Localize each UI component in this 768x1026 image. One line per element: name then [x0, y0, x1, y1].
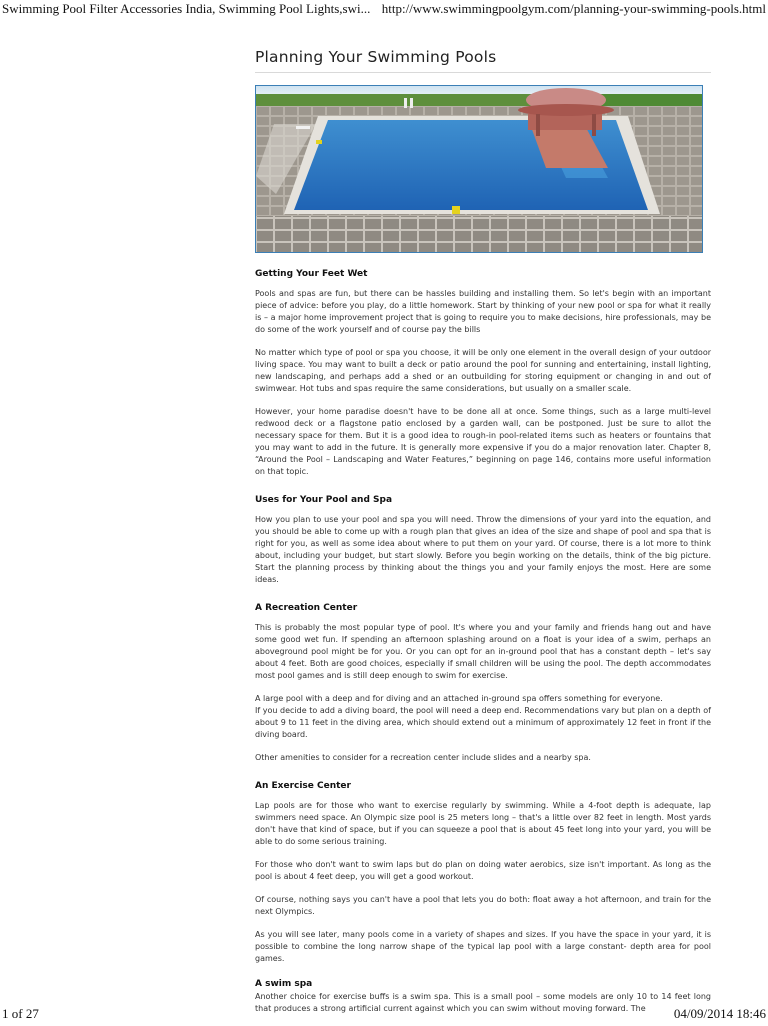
article — [255, 48, 711, 1026]
paragraph: For those who don't want to swim laps but do plan on doing water aerobics, size isn't important. As long as the pool is about 4 feet deep, you will get a good workout. — [255, 860, 711, 881]
paragraph: However, your home paradise doesn't have to be done all at once. Some things, such as a large multi-level redwood deck or a flagstone patio enclosed by a garden wall, can be postponed. Just be sure to allot the necessary space for them. But it is a good idea to rough-in pool-related items such as heaters or fountains that you may want to add in the future. It is generally more expensive if you do a major renovation later. Chapter 8, “Around the Pool – Landscaping and Water Features,” beginning on page 146, contains more useful information on that topic. — [255, 407, 711, 476]
section-heading-recreation-center: A Recreation Center — [255, 603, 358, 613]
print-datetime: 04/09/2014 18:46 — [673, 1006, 766, 1021]
print-header-url[interactable]: http://www.swimmingpoolgym.com/planning-your-swimming-pools.html — [381, 1, 766, 16]
print-footer — [0, 1004, 768, 1024]
paragraph: Of course, nothing says you can't have a pool that lets you do both: float away a hot afternoon, and train for the next Olympics. — [255, 895, 711, 916]
paragraph: This is probably the most popular type of pool. It's where you and your family and friends hang out and have some good wet fun. If spending an afternoon splashing around on a float is your idea of a swim, perhaps an aboveground pool might be for you. Or you can opt for an in-ground pool that has a constant depth – let's say about 4 feet. Both are good choices, especially if small children will be using the pool. The depth accommodates most pool games and is still deep enough to swim for exercise. — [255, 623, 711, 680]
paragraph: Lap pools are for those who want to exercise regularly by swimming. While a 4-foot depth is adequate, lap swimmers need space. An Olympic size pool is 25 meters long – that's a little over 82 feet in length. Most yards don't have that kind of space, but if you can squeeze a pool that is about 45 feet long into your yard, you will be able to do some serious training. — [255, 801, 711, 846]
paragraph: As you will see later, many pools come in a variety of shapes and sizes. If you have the space in your yard, it is possible to combine the long narrow shape of the typical lap pool with a large constant- depth area for pool games. — [255, 930, 711, 963]
print-header — [0, 0, 768, 18]
hero-image-pool — [255, 85, 703, 253]
page-number: 1 of 27 — [2, 1006, 39, 1021]
page-title: Planning Your Swimming Pools — [255, 48, 711, 73]
paragraph: Pools and spas are fun, but there can be hassles building and installing them. So let's begin with an important piece of advice: before you play, do a little homework. Start by thinking of your new pool or spa for what it really is – a major home improvement project that is going to require you to make decisions, hire professionals, may be do some of the work yourself and of course pay the bills — [255, 289, 711, 334]
section-heading-swim-spa: A swim spa — [255, 979, 313, 989]
paragraph: No matter which type of pool or spa you choose, it will be only one element in the overall design of your outdoor living space. You may want to built a deck or patio around the pool for sunning and entertaining, install lighting, new landscaping, and perhaps add a shed or an outbuilding for storing equipment or changing in and out of swimwear. Hot tubs and spas require the same considerations, but usually on a smaller scale. — [255, 348, 711, 393]
section-heading-exercise-center: An Exercise Center — [255, 781, 351, 791]
paragraph: A large pool with a deep and for diving and an attached in-ground spa offers something for everyone. If you decide to add a diving board, the pool will need a deep end. Recommendations vary but plan on a depth of about 9 to 11 feet in the diving area, which should extend out a minimum of approximately 12 feet in front if the diving board. — [255, 694, 711, 739]
paragraph: Another choice for exercise buffs is a swim spa. This is a small pool – some models are only 10 to 14 feet long that produces a strong artificial current against which you can swim without moving forward. The — [255, 992, 711, 1013]
paragraph: How you plan to use your pool and spa you will need. Throw the dimensions of your yard into the equation, and you should be able to come up with a rough plan that gives an idea of the size and shape of pool and spa that is right for you, as well as some idea about where to put them on your yard. Of course, there is a lot more to think about, including your budget, but start slowly. Before you begin working on the details, think of the big picture. Start the planning process by thinking about the things you and your family enjoys the most. Here are some ideas. — [255, 515, 711, 584]
print-header-title: Swimming Pool Filter Accessories India, Swimming Pool Lights,swi... — [2, 1, 371, 16]
section-heading-uses-for-your-pool-and-spa: Uses for Your Pool and Spa — [255, 495, 393, 505]
section-heading-getting-your-feet-wet: Getting Your Feet Wet — [255, 269, 368, 279]
paragraph: Other amenities to consider for a recreation center include slides and a nearby spa. — [255, 753, 591, 762]
